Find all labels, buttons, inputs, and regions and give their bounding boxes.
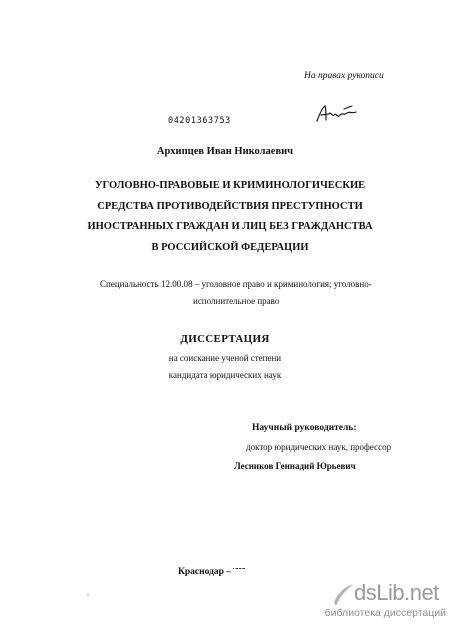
supervisor-title: доктор юридических наук, профессор [246,442,392,452]
title-line: ИНОСТРАННЫХ ГРАЖДАН И ЛИЦ БЕЗ ГРАЖДАНСТВА [87,221,373,232]
city-label: Краснодар – [178,567,232,577]
leaf-icon [296,580,356,610]
specialty-line: исполнительное право [193,296,280,306]
supervisor-heading: Научный руководитель: [252,423,357,433]
inventory-number: 04201363753 [168,116,231,126]
degree-line: на соискание ученой степени [168,353,282,363]
cropped-year-mark [233,568,245,572]
degree [0,350,450,384]
watermark[interactable] [296,580,446,624]
scan-speck [87,594,89,596]
city-year [178,567,245,577]
title-line: В РОССИЙСКОЙ ФЕДЕРАЦИИ [151,241,309,253]
supervisor-name: Лесников Геннадий Юрьевич [234,461,356,471]
title-line: УГОЛОВНО-ПРАВОВЫЕ И КРИМИНОЛОГИЧЕСКИЕ [94,180,366,191]
title-line: СРЕДСТВА ПРОТИВОДЕЙСТВИЯ ПРЕСТУПНОСТИ [97,200,363,212]
signature-mark [314,103,362,125]
document-type: ДИССЕРТАЦИЯ [180,333,270,345]
dissertation-title [70,176,390,258]
specialty [100,276,418,310]
rights-note: На правах рукописи [304,71,384,81]
author-name: Архипцев Иван Николаевич [156,146,294,157]
watermark-subtitle: библиотека диссертаций [324,607,446,619]
watermark-logo: dsLib.net [354,580,439,605]
degree-line: кандидата юридических наук [168,370,282,380]
specialty-line: Специальность 12.00.08 – уголовное право и криминология; уголовно- [100,279,372,289]
